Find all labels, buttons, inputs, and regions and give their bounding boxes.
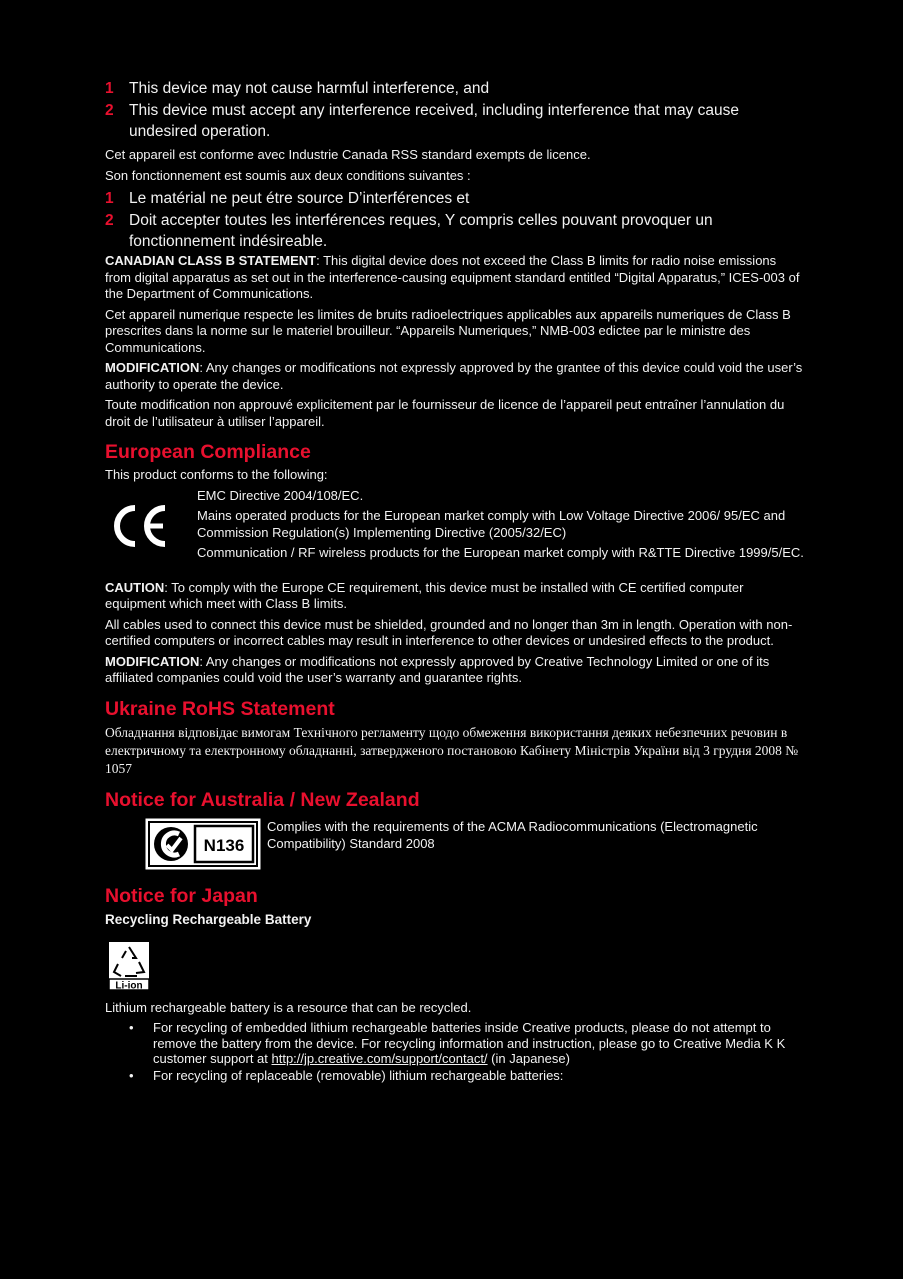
fcc-condition-1: [105, 78, 805, 99]
ic-fr-condition-2: [105, 210, 805, 252]
canadian-label: CANADIAN CLASS B STATEMENT: [105, 253, 317, 268]
australia-heading: Notice for Australia / New Zealand: [105, 788, 420, 811]
modification-label: MODIFICATION: [105, 653, 200, 669]
condition-text: Doit accepter toutes les interférences reques, Y compris celles pouvant provoquer un fonctionnement indésireable.: [129, 212, 713, 250]
modification-text: : Any changes or modifications not expressly approved by Creative Technology Limited or one of its affiliated companies could void the user’s warranty and guarantee rights.: [105, 653, 770, 685]
li-ion-logo-text: Li-ion: [115, 980, 143, 990]
condition-number: 1: [105, 190, 114, 207]
modification-ca: [105, 360, 805, 393]
fcc-conditions: [105, 78, 805, 142]
list-item: [105, 1020, 805, 1067]
ic-fr-intro-1: Cet appareil est conforme avec Industrie Canada RSS standard exempts de licence.: [105, 147, 591, 162]
caution-text: : To comply with the Europe CE requirement, this device must be installed with CE certified computer equipment which meet with Class B limits.: [105, 579, 744, 611]
list-item: [105, 1068, 805, 1084]
eu-directive: EMC Directive 2004/108/EC.: [197, 487, 364, 503]
ic-fr-conditions: [105, 188, 805, 252]
li-ion-recycle-icon: [109, 942, 149, 990]
ic-fr-intro-2: Son fonctionnement est soumis aux deux conditions suivantes :: [105, 168, 471, 183]
modification-label: MODIFICATION: [105, 360, 200, 375]
ukraine-heading: Ukraine RoHS Statement: [105, 697, 335, 720]
japan-heading: Notice for Japan: [105, 884, 258, 907]
eu-directive: Mains operated products for the European market comply with Low Voltage Directive 2006/ 95/EC and Commission Regulation(s) Implementing Directive (2005/32/EC): [197, 508, 786, 540]
li-ion-block: [105, 932, 805, 998]
fcc-condition-2: [105, 100, 805, 142]
caution-label: CAUTION: [105, 579, 165, 595]
eu-directives: [197, 488, 805, 566]
canadian-statement-fr: Cet appareil numerique respecte les limites de bruits radioelectriques applicables aux appareils numeriques de Class B prescrites dans la norme sur le materiel brouilleur. “Appareils Numeriques,” NMB-003 edictee par le ministre des Communications.: [105, 306, 791, 355]
bullet-glyph: •: [129, 1067, 134, 1083]
bullet-text: For recycling of embedded lithium rechargeable batteries inside Creative products, please do not attempt to remove the battery from the device. For recycling information and instruction, please go to Creative Media K K customer support at: [153, 1020, 786, 1066]
compliance-page: [105, 78, 805, 1084]
modification-ca-fr: Toute modification non approuvé explicitement par le fournisseur de licence de l’appareil peut entraîner l’annulation du droit de l’utilisateur à utiliser l’appareil.: [105, 397, 785, 429]
bullet-glyph: •: [129, 1020, 134, 1035]
australia-text: Complies with the requirements of the ACMA Radiocommunications (Electromagnetic Compatibility) Standard 2008: [267, 818, 758, 851]
bullet-text-suffix: (in Japanese): [487, 1051, 570, 1066]
eu-caution: [105, 580, 805, 613]
eu-modification: [105, 654, 805, 687]
support-link[interactable]: http://jp.creative.com/support/contact/: [271, 1051, 488, 1066]
condition-number: 2: [105, 212, 114, 229]
bullet-text: For recycling of replaceable (removable) lithium rechargeable batteries:: [153, 1067, 564, 1083]
eu-directive: Communication / RF wireless products for the European market comply with R&TTE Directive 1999/5/EC.: [197, 545, 804, 560]
ic-fr-condition-1: [105, 188, 805, 209]
eu-heading: European Compliance: [105, 441, 311, 463]
condition-number: 1: [105, 80, 114, 97]
rcm-ctick-icon: [145, 818, 261, 870]
ce-block: [105, 488, 805, 580]
australia-block: [105, 818, 805, 876]
japan-subheading: Recycling Rechargeable Battery: [105, 911, 312, 927]
modification-text: : Any changes or modifications not expressly approved by the grantee of this device could void the user’s authority to operate the device.: [105, 360, 803, 392]
eu-intro: This product conforms to the following:: [105, 467, 328, 482]
ukraine-text: Обладнання відповідає вимогам Технічного регламенту щодо обмеження використання деяких небезпечних речовин в електричному та електронному обладнанні, затвердженого постановою Кабінету Міністрів України від 3 грудня 2008 № 1057: [105, 724, 799, 776]
condition-number: 2: [105, 102, 114, 119]
ce-mark-icon: [111, 502, 169, 550]
japan-intro: Lithium rechargeable battery is a resource that can be recycled.: [105, 999, 472, 1015]
eu-cables: All cables used to connect this device must be shielded, grounded and no longer than 3m in length. Operation with non-certified computers or incorrect cables may result in interference to other devices or undesired effects to the product.: [105, 616, 793, 648]
condition-text: This device must accept any interference received, including interference that may cause undesired operation.: [129, 102, 739, 140]
rcm-logo-text: N136: [203, 835, 245, 855]
canadian-statement: [105, 253, 805, 303]
japan-bullets: [105, 1020, 805, 1083]
condition-text: This device may not cause harmful interference, and: [129, 80, 490, 97]
condition-text: Le matérial ne peut étre source D’interférences et: [129, 190, 470, 207]
canadian-text: : This digital device does not exceed the Class B limits for radio noise emissions from digital apparatus as set out in the interference-causing equipment standard entitled “Digital Apparatus,” ICES-003 of the Department of Communications.: [105, 253, 800, 301]
